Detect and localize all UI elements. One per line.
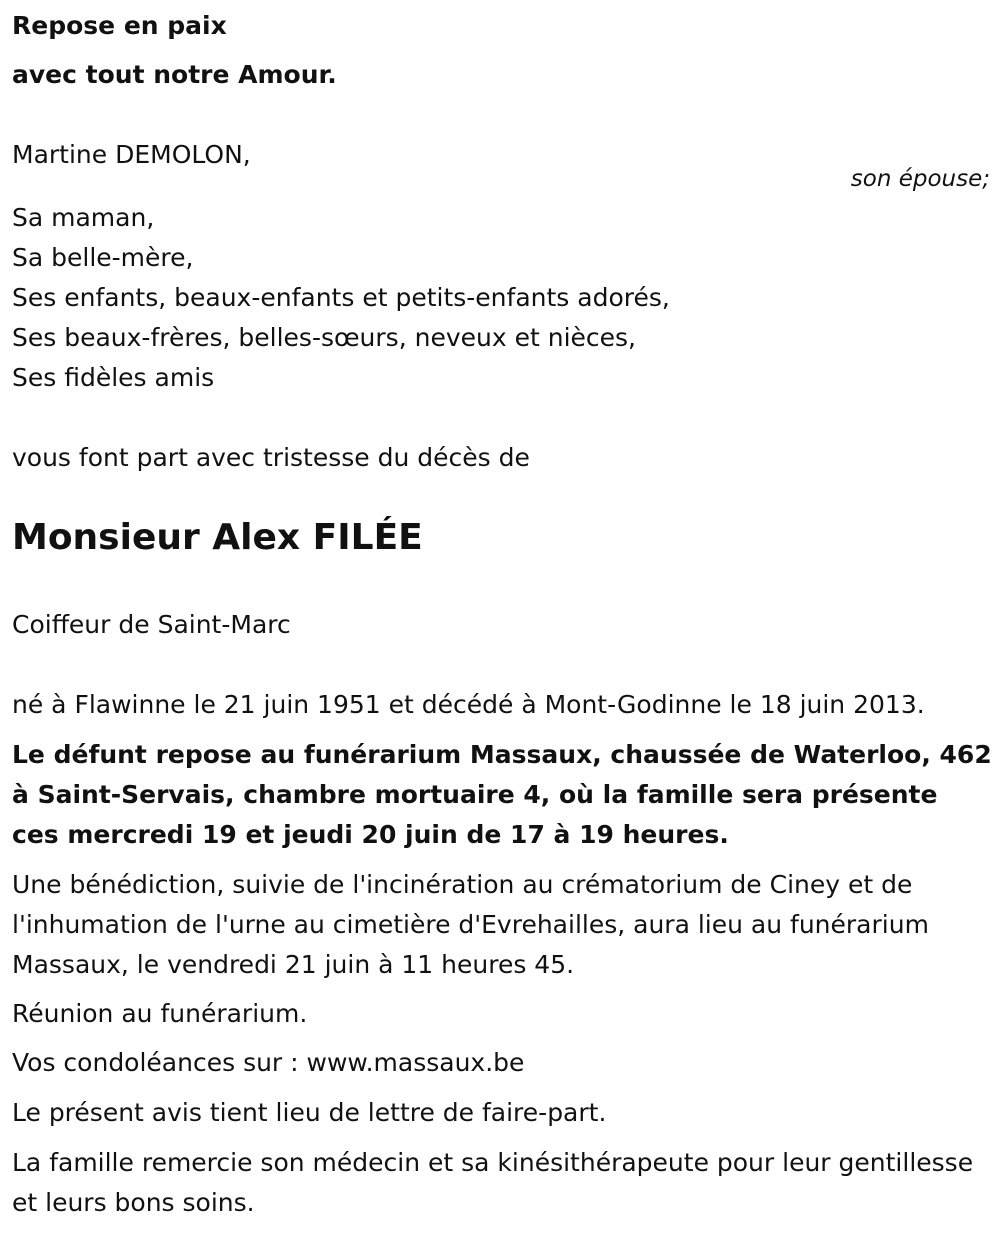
spouse-name: Martine DEMOLON, bbox=[12, 140, 251, 169]
deceased-name: Monsieur Alex FILÉE bbox=[12, 517, 423, 558]
reunion-text: Réunion au funérarium. bbox=[12, 999, 308, 1028]
spouse-relation: son épouse; bbox=[850, 166, 990, 192]
family-line: Sa maman, bbox=[12, 203, 155, 232]
condolences-text: Vos condoléances sur : www.massaux.be bbox=[12, 1048, 525, 1077]
header-line-1: Repose en paix bbox=[12, 11, 227, 40]
header-line-2: avec tout notre Amour. bbox=[12, 60, 337, 89]
deceased-occupation: Coiffeur de Saint-Marc bbox=[12, 610, 291, 639]
notice-text: Le présent avis tient lieu de lettre de faire-part. bbox=[12, 1098, 607, 1127]
thanks-paragraph: La famille remercie son médecin et sa kinésithérapeute pour leur gentillesse et leurs bons soins. bbox=[12, 1148, 974, 1217]
announcement-text: vous font part avec tristesse du décès de bbox=[12, 443, 530, 472]
family-line: Ses fidèles amis bbox=[12, 363, 215, 392]
family-line: Sa belle-mère, bbox=[12, 243, 194, 272]
family-line: Ses enfants, beaux-enfants et petits-enfants adorés, bbox=[12, 283, 670, 312]
family-line: Ses beaux-frères, belles-sœurs, neveux et nièces, bbox=[12, 323, 636, 352]
deceased-dates: né à Flawinne le 21 juin 1951 et décédé à Mont-Godinne le 18 juin 2013. bbox=[12, 690, 925, 719]
repose-paragraph: Le défunt repose au funérarium Massaux, chaussée de Waterloo, 462 à Saint-Servais, chambre mortuaire 4, où la famille sera présente ces mercredi 19 et jeudi 20 juin de 17 à 19 heures. bbox=[12, 740, 992, 849]
ceremony-paragraph: Une bénédiction, suivie de l'incinération au crématorium de Ciney et de l'inhumation de l'urne au cimetière d'Evrehailles, aura lieu au funérarium Massaux, le vendredi 21 juin à 11 heures 45. bbox=[12, 870, 929, 979]
